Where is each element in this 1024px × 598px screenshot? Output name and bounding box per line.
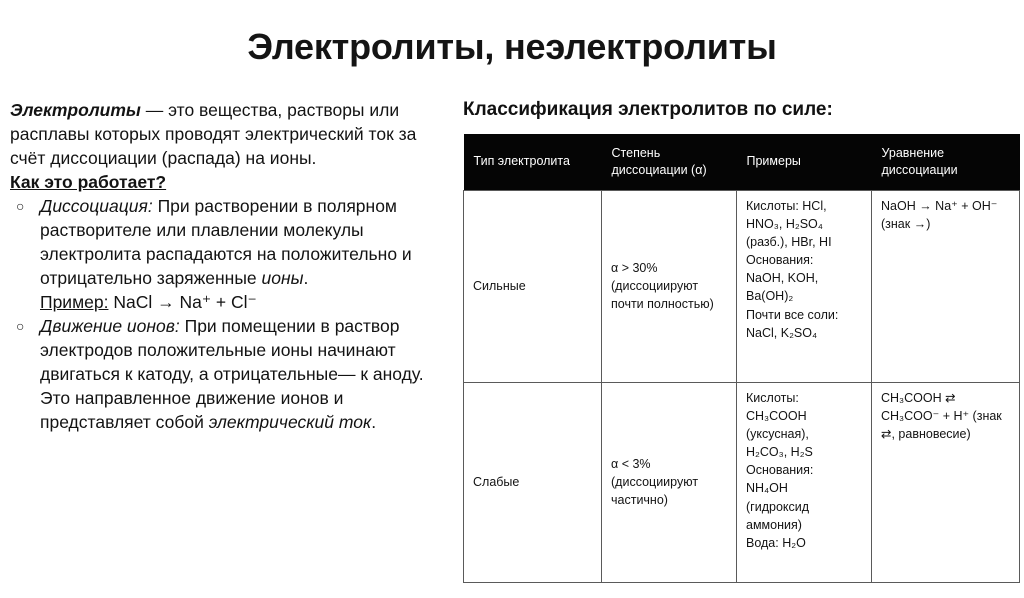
table-header — [464, 134, 1020, 191]
cell-type-strong: Сильные — [464, 190, 602, 382]
example-formula-nacl — [108, 292, 256, 312]
table-body — [464, 190, 1020, 582]
column-header-equation: Уравнение диссоциации — [872, 134, 1020, 191]
bullet-marker-icon: ○ — [16, 197, 25, 214]
bullet-marker-icon: ○ — [16, 317, 25, 334]
column-header-type: Тип электролита — [464, 134, 602, 191]
intro-lead-term: Электролиты — [10, 100, 141, 121]
list-item — [10, 315, 455, 435]
table-header-row — [464, 134, 1020, 191]
list-item — [10, 195, 455, 315]
column-header-degree: Степень диссоциации (α) — [602, 134, 737, 191]
bullet-text-ion-movement: При помещении в раствор электродов положительные ионы начинают двигаться к катоду, а отрицательные— к аноду. Это направленное движение ионов и представляет собой — [40, 315, 424, 432]
bullet-text-ion-movement-tail: . — [371, 411, 377, 432]
left-column — [0, 99, 455, 435]
cell-examples-weak: Кислоты: CH₃COOH (уксусная), H₂CO₃, H₂S Основания: NH₄OH (гидроксид аммония) Вода: H₂O — [737, 382, 872, 582]
bullet-term-ion-movement: Движение ионов: — [40, 315, 180, 336]
right-column — [455, 99, 1024, 583]
bullet-text-dissociation-tail: . — [303, 267, 309, 288]
page-title: Электролиты, неэлектролиты — [247, 26, 777, 68]
bullet-text-dissociation: При растворении в полярном растворителе или плавлении молекулы электролита распадаются на положительно и отрицательно заряженные — [40, 195, 412, 288]
intro-rest-text: — это вещества, растворы или расплавы которых проводят электрический ток за счёт диссоциации (распада) на ионы. — [10, 100, 417, 168]
intro-paragraph — [10, 99, 455, 171]
how-it-works-subheading: Как это работает? — [10, 171, 167, 192]
cell-examples-strong: Кислоты: HCl, HNO₃, H₂SO₄ (разб.), HBr, HI Основания: NaOH, KOH, Ba(OH)₂ Почти все соли: NaCl, K₂SO₄ — [737, 190, 872, 382]
table-row — [464, 190, 1020, 382]
cell-alpha-strong: α > 30% (диссоциируют почти полностью) — [602, 190, 737, 382]
example-formula-text: NaCl → Na⁺ + Cl⁻ — [113, 291, 257, 312]
bullet-italic-ions: ионы — [261, 267, 304, 288]
bullet-term-dissociation: Диссоциация: — [40, 195, 153, 216]
example-label: Пример: — [40, 291, 109, 312]
bullet-italic-electric-current: электрический ток — [208, 411, 372, 432]
classification-table — [463, 134, 1020, 583]
classification-heading: Классификация электролитов по силе: — [463, 99, 833, 121]
content-area — [0, 90, 1024, 583]
mechanism-list — [10, 195, 455, 435]
cell-equation-weak: CH₃COOH ⇄ CH₃COO⁻ + H⁺ (знак ⇄, равновесие) — [872, 382, 1020, 582]
cell-alpha-weak: α < 3% (диссоциируют частично) — [602, 382, 737, 582]
cell-type-weak: Слабые — [464, 382, 602, 582]
cell-equation-strong: NaOH → Na⁺ + OH⁻ (знак →) — [872, 190, 1020, 382]
column-header-examples: Примеры — [737, 134, 872, 191]
table-row — [464, 382, 1020, 582]
